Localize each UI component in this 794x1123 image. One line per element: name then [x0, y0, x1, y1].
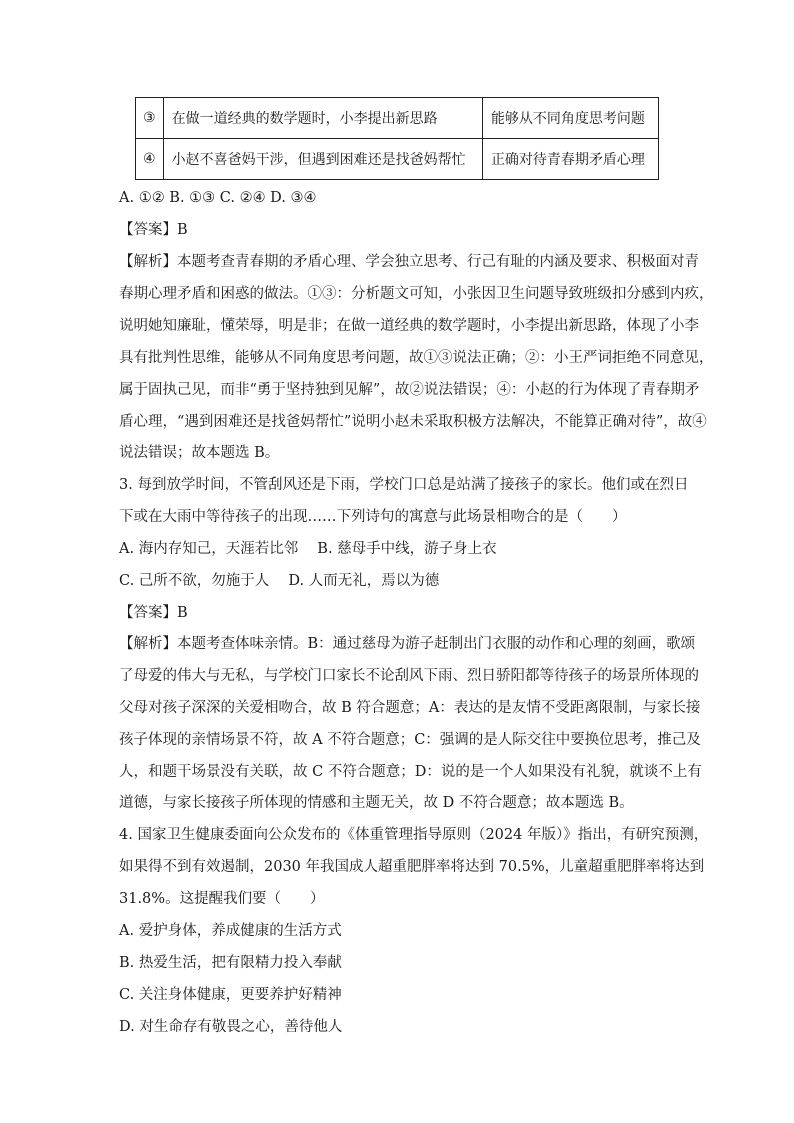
row-situation: 在做一道经典的数学题时，小李提出新思路: [163, 98, 482, 139]
q3-option-line: A. 海内存知己，天涯若比邻 B. 慈母手中线，游子身上衣: [119, 541, 497, 557]
q3-analysis-line: 道德，与家长接孩子所体现的情感和主题无关，故 D 不符合题意；故本题选 B。: [119, 795, 634, 811]
row-evaluation: 正确对待青春期矛盾心理: [482, 139, 658, 180]
q4-stem-line: 如果得不到有效遏制，2030 年我国成人超重肥胖率将达到 70.5%，儿童超重肥胖率将达到: [119, 859, 705, 875]
q3-analysis-line: 【解析】本题考查体味亲情。B：通过慈母为游子赶制出门衣服的动作和心理的刻画，歌颂: [119, 636, 696, 652]
row-number: ③: [136, 98, 164, 139]
q2-options: A. ①② B. ①③ C. ②④ D. ③④: [119, 190, 317, 206]
q4-stem-line: 31.8%。这提醒我们要（ ）: [119, 891, 325, 907]
table-row: [136, 98, 659, 139]
q3-stem-line: 3. 每到放学时间，不管刮风还是下雨，学校门口总是站满了接孩子的家长。他们或在烈日: [119, 477, 689, 493]
options-table: [135, 97, 659, 180]
answer-value: B: [177, 222, 188, 238]
q2-analysis-line: 【解析】本题考查青春期的矛盾心理、学会独立思考、行己有耻的内涵及要求、积极面对青: [119, 254, 699, 270]
q2-analysis-line: 春期心理矛盾和困惑的做法。①③：分析题文可知，小张因卫生问题导致班级扣分感到内疚，: [119, 286, 714, 302]
q4-option: A. 爱护身体，养成健康的生活方式: [119, 923, 342, 939]
row-situation: 小赵不喜爸妈干涉，但遇到困难还是找爸妈帮忙: [163, 139, 482, 180]
q2-analysis-line: 盾心理，“遇到困难还是找爸妈帮忙”说明小赵未采取积极方法解决，不能算正确对待”，故④: [119, 414, 707, 430]
q4-option: B. 热爱生活，把有限精力投入奉献: [119, 955, 342, 971]
q3-answer: [119, 603, 679, 623]
q3-analysis-line: 人，和题干场景没有关联，故 C 不符合题意；D：说的是一个人如果没有礼貌，就谈不上有: [119, 764, 702, 780]
answer-label: 【答案】: [119, 605, 177, 621]
table-row: [136, 139, 659, 180]
q2-analysis-line: 说法错误；故本题选 B。: [119, 445, 280, 461]
q4-option: C. 关注身体健康，更要养护好精神: [119, 987, 342, 1003]
q2-answer: [119, 220, 679, 240]
q2-analysis-line: 属于固执己见，而非“勇于坚持独到见解”，故②说法错误；④：小赵的行为体现了青春期矛: [119, 382, 700, 398]
row-number: ④: [136, 139, 164, 180]
answer-label: 【答案】: [119, 222, 177, 238]
row-evaluation: 能够从不同角度思考问题: [482, 98, 658, 139]
q3-analysis-line: 孩子体现的亲情场景不符，故 A 不符合题意；C：强调的是人际交往中要换位思考，推己及: [119, 732, 701, 748]
q4-option: D. 对生命存有敬畏之心，善待他人: [119, 1019, 343, 1035]
q3-option-line: C. 己所不欲，勿施于人 D. 人而无礼，焉以为德: [119, 573, 440, 589]
q3-analysis-line: 父母对孩子深深的关爱相吻合，故 B 符合题意；A：表达的是友情不受距离限制，与家长接: [119, 700, 701, 716]
analysis-label: 【解析】: [119, 254, 177, 270]
answer-value: B: [177, 605, 188, 621]
q2-analysis-line: 具有批判性思维，能够从不同角度思考问题，故①③说法正确；②：小王严词拒绝不同意见，: [119, 350, 714, 366]
q3-stem-line: 下或在大雨中等待孩子的出现……下列诗句的寓意与此场景相吻合的是（ ）: [119, 509, 627, 525]
q3-analysis-line: 了母爱的伟大与无私，与学校门口家长不论刮风下雨、烈日骄阳都等待孩子的场景所体现的: [119, 668, 699, 684]
analysis-label: 【解析】: [119, 636, 177, 652]
q2-analysis-line: 说明她知廉耻，懂荣辱，明是非；在做一道经典的数学题时，小李提出新思路，体现了小李: [119, 318, 699, 334]
q4-stem-line: 4. 国家卫生健康委面向公众发布的《体重管理指导原则（2024 年版）》指出，有研究预测，: [119, 827, 709, 843]
